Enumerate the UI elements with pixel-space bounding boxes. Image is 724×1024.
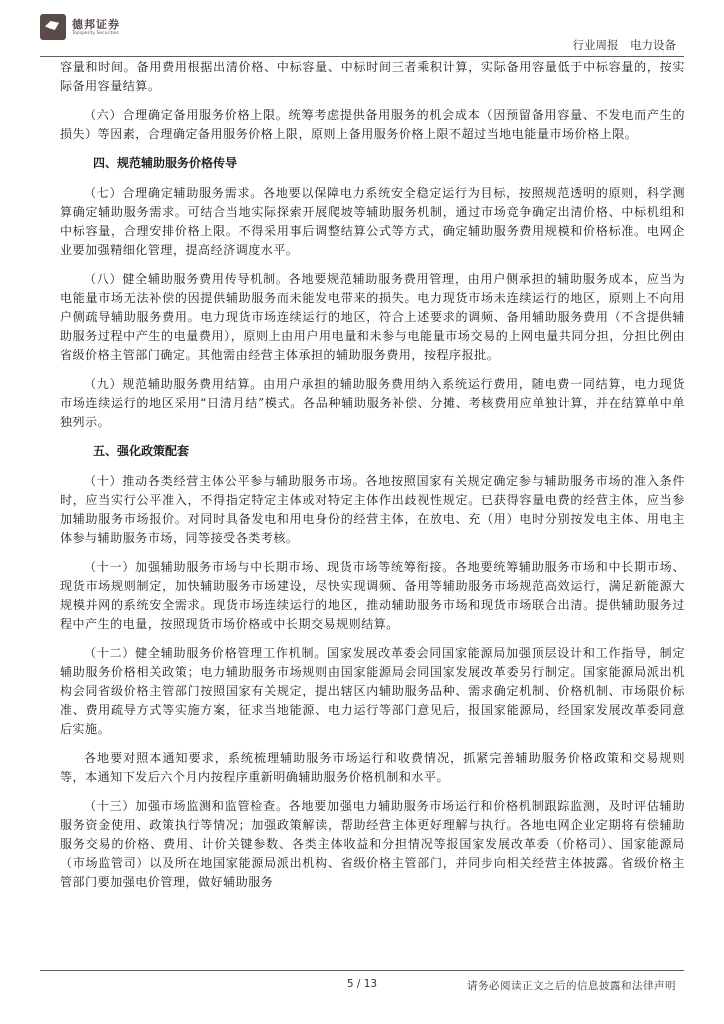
paragraph: 容量和时间。备用费用根据出清价格、中标容量、中标时间三者乘积计算，实际备用容量低于中标容量的，按实际备用容量结算。 xyxy=(60,60,685,93)
paragraph: （八）健全辅助服务费用传导机制。各地要规范辅助服务费用管理，由用户侧承担的辅助服务成本，应当为电能量市场无法补偿的因提供辅助服务而未能发电带来的损失。电力现货市场未连续运行的地区，原则上不向用户侧疏导辅助服务费用。电力现货市场连续运行的地区，符合上述要求的调频、备用辅助服务费用（不含提供辅助服务过程中产生的电量费用），原则上由用户用电量和未参与电能量市场交易的上网电量共同分担，分担比例由省级价格主管部门确定。其他需由经营主体承担的辅助服务费用，按程序报批。 xyxy=(60,272,685,362)
header-divider xyxy=(40,56,684,57)
company-logo xyxy=(40,14,120,40)
section-heading: 五、强化政策配套 xyxy=(93,444,190,458)
paragraph: 各地要对照本通知要求，系统梳理辅助服务市场运行和收费情况，抓紧完善辅助服务价格政策和交易规则等，本通知下发后六个月内按程序重新明确辅助服务价格机制和水平。 xyxy=(60,751,685,784)
footer-divider xyxy=(40,970,684,971)
page-header xyxy=(0,0,724,58)
paragraph: （七）合理确定辅助服务需求。各地要以保障电力系统安全稳定运行为目标，按照规范透明的原则，科学测算确定辅助服务需求。可结合当地实际探索开展爬坡等辅助服务机制，通过市场竞争确定出清价格、中标机组和中标容量，合理安排价格上限。不得采用事后调整结算公式等方式，确定辅助服务费用规模和价格标准。电网企业要加强精细化管理，提高经济调度水平。 xyxy=(60,186,685,257)
logo-name-cn: 德邦证券 xyxy=(72,17,120,31)
page-number: 5 / 13 xyxy=(346,978,378,990)
page-footer xyxy=(40,970,684,1010)
section-heading: 四、规范辅助服务价格传导 xyxy=(93,156,238,170)
logo-icon xyxy=(40,14,66,40)
document-body xyxy=(60,58,685,902)
paragraph: （九）规范辅助服务费用结算。由用户承担的辅助服务费用纳入系统运行费用，随电费一同结算，电力现货市场连续运行的地区采用“日清月结”模式。各品种辅助服务补偿、分摊、考核费用应单独计算，并在结算单中单独列示。 xyxy=(60,377,685,429)
paragraph: （十）推动各类经营主体公平参与辅助服务市场。各地按照国家有关规定确定参与辅助服务市场的准入条件时，应当实行公平准入，不得指定特定主体或对特定主体作出歧视性规定。已获得容量电费的经营主体，应当参加辅助服务市场报价。对同时具备发电和用电身份的经营主体，在放电、充（用）电时分别按发电主体、用电主体参与辅助服务市场，同等接受各类考核。 xyxy=(60,474,685,545)
paragraph: （十三）加强市场监测和监管检查。各地要加强电力辅助服务市场运行和价格机制跟踪监测，及时评估辅助服务资金使用、政策执行等情况；加强政策解读，帮助经营主体更好理解与执行。各地电网企业定期将有偿辅助服务交易的价格、费用、计价关键参数、各类主体收益和分担情况等报国家发展改革委（价格司）、国家能源局（市场监管司）以及所在地国家能源局派出机构、省级价格主管部门，并同步向相关经营主体披露。省级价格主管部门要加强电价管理，做好辅助服务 xyxy=(60,799,685,889)
disclaimer: 请务必阅读正文之后的信息披露和法律声明 xyxy=(467,980,676,992)
paragraph: （六）合理确定备用服务价格上限。统筹考虑提供备用服务的机会成本（因预留备用容量、不发电而产生的损失）等因素，合理确定备用服务价格上限，原则上备用服务价格上限不超过当地电能量市场价格上限。 xyxy=(60,108,685,141)
paragraph: （十一）加强辅助服务市场与中长期市场、现货市场等统筹衔接。各地要统筹辅助服务市场和中长期市场、现货市场规则制定，加快辅助服务市场建设，尽快实现调频、备用等辅助服务市场规范高效运行，满足新能源大规模并网的系统安全需求。现货市场连续运行的地区，推动辅助服务市场和现货市场联合出清。提供辅助服务过程中产生的电量，按照现货市场价格或中长期交易规则结算。 xyxy=(60,560,685,631)
paragraph: （十二）健全辅助服务价格管理工作机制。国家发展改革委会同国家能源局加强顶层设计和工作指导，制定辅助服务价格相关政策；电力辅助服务市场规则由国家能源局会同国家发展改革委另行制定。国家能源局派出机构会同省级价格主管部门按照国家有关规定，提出辖区内辅助服务品种、需求确定机制、价格机制、市场限价标准、费用疏导方式等实施方案，征求当地能源、电力运行等部门意见后，报国家能源局，经国家发展改革委同意后实施。 xyxy=(60,646,685,736)
report-type: 行业周报 电力设备 xyxy=(572,38,676,52)
logo-name-en: Topsperity Securities xyxy=(72,30,119,36)
logo-text xyxy=(72,18,120,37)
